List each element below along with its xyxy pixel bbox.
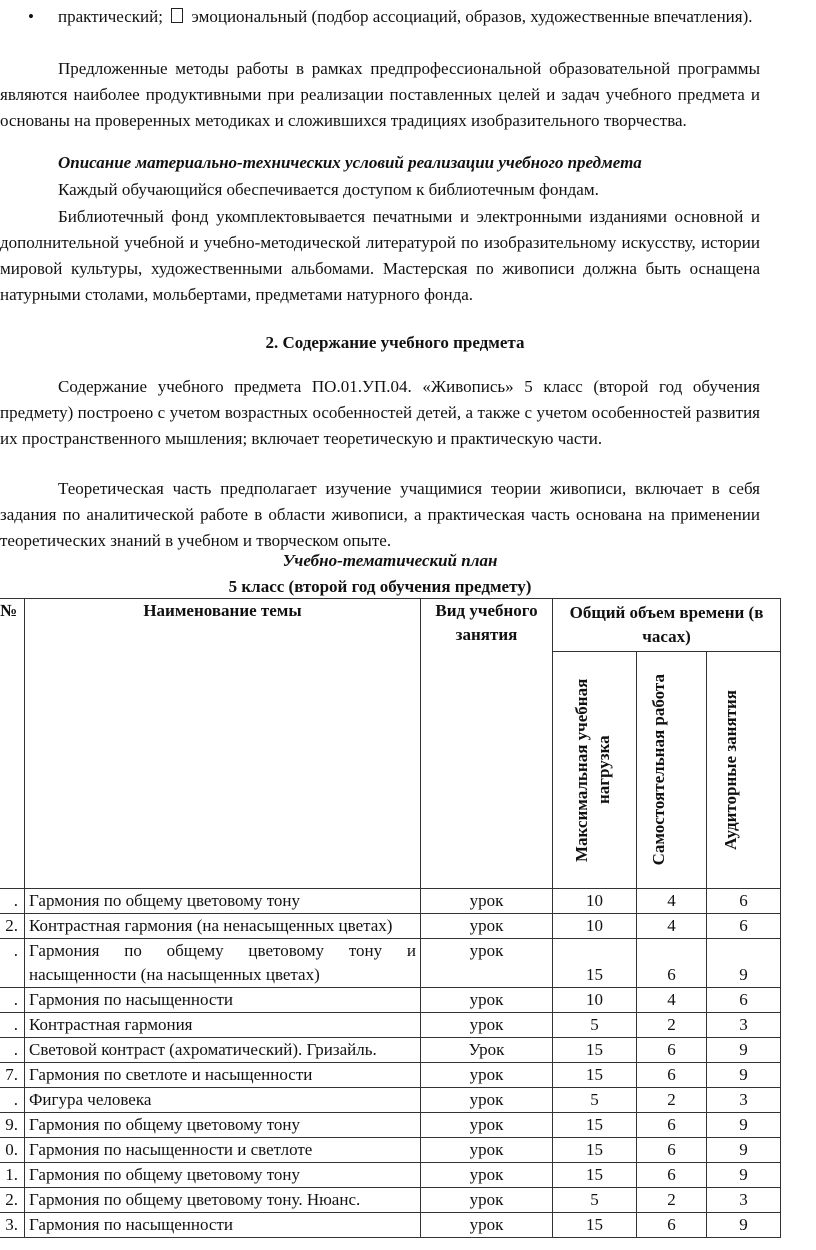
row-topic: Гармония по общему цветовому тону (25, 1163, 421, 1188)
thematic-plan-table (0, 598, 781, 1238)
content-paragraph: Содержание учебного предмета ПО.01.УП.04. «Живопись» 5 класс (второй год обучения предмету) построено с учетом возрастных особенностей детей, а также с учетом особенностей развития их пространственного мышления; включает теоретическую и практическую части. (0, 377, 760, 448)
bullet-dot: • (28, 7, 34, 26)
row-type: урок (421, 1213, 553, 1238)
row-max-load: 15 (553, 1038, 637, 1063)
header-self: Самостоятельная работа (648, 674, 668, 866)
row-number: . (0, 1088, 25, 1113)
bullet-text-part2: эмоциональный (подбор ассоциаций, образов, художественные впечатления). (191, 7, 753, 26)
row-number: 3. (0, 1213, 25, 1238)
row-class-hours: 9 (707, 1038, 781, 1063)
table-row (0, 1013, 781, 1038)
table-row (0, 1113, 781, 1138)
row-class-hours: 9 (707, 1213, 781, 1238)
row-topic: Гармония по общему цветовому тону. Нюанс. (25, 1188, 421, 1213)
row-self-work: 2 (637, 1088, 707, 1113)
table-row (0, 1038, 781, 1063)
row-max-load: 15 (553, 1063, 637, 1088)
row-max-load: 15 (553, 1163, 637, 1188)
row-number: . (0, 939, 25, 988)
row-topic: Световой контраст (ахроматический). Гризайль. (25, 1038, 421, 1063)
row-type: урок (421, 1113, 553, 1138)
row-number: 9. (0, 1113, 25, 1138)
row-type: урок (421, 1163, 553, 1188)
row-class-hours: 9 (707, 939, 781, 988)
row-topic: Контрастная гармония (25, 1013, 421, 1038)
row-self-work: 6 (637, 1113, 707, 1138)
row-class-hours: 6 (707, 889, 781, 914)
methods-paragraph: Предложенные методы работы в рамках предпрофессиональной образовательной программы являются наиболее продуктивными при реализации поставленных целей и задач учебного предмета и основаны на проверенных методиках и сложившихся традициях изобразительного творчества. (0, 59, 760, 130)
table-row (0, 1188, 781, 1213)
row-type: урок (421, 1013, 553, 1038)
row-self-work: 2 (637, 1013, 707, 1038)
header-topic: Наименование темы (25, 599, 421, 889)
row-max-load: 10 (553, 889, 637, 914)
row-max-load: 10 (553, 988, 637, 1013)
table-body (0, 889, 781, 1238)
plan-title: Учебно-тематический план (282, 551, 498, 570)
header-self-cell (637, 652, 707, 889)
row-topic: Гармония по светлоте и насыщенности (25, 1063, 421, 1088)
header-number: № (0, 599, 25, 889)
row-self-work: 4 (637, 889, 707, 914)
row-topic: Контрастная гармония (на ненасыщенных цветах) (25, 914, 421, 939)
row-max-load: 15 (553, 1113, 637, 1138)
row-topic: Гармония по насыщенности и светлоте (25, 1138, 421, 1163)
row-topic: Гармония по общему цветовому тону (25, 889, 421, 914)
row-class-hours: 9 (707, 1163, 781, 1188)
header-class-cell (707, 652, 781, 889)
row-type: Урок (421, 1038, 553, 1063)
plan-subtitle: 5 класс (второй год обучения предмету) (228, 577, 532, 596)
library-access-paragraph: Каждый обучающийся обеспечивается доступом к библиотечным фондам. (58, 180, 599, 199)
row-type: урок (421, 1188, 553, 1213)
header-max: Максимальная учебная нагрузка (571, 678, 613, 862)
table-row (0, 914, 781, 939)
row-self-work: 6 (637, 1163, 707, 1188)
table-row (0, 1063, 781, 1088)
row-topic: Фигура человека (25, 1088, 421, 1113)
theory-paragraph: Теоретическая часть предполагает изучение учащимися теории живописи, включает в себя задания по аналитической работе в области живописи, а практическая часть основана на применении теоретических знаний в учебном и творческом опыте. (0, 479, 760, 550)
bullet-text-part1: практический; (58, 7, 163, 26)
row-type: урок (421, 889, 553, 914)
table-row (0, 1213, 781, 1238)
table-row (0, 1163, 781, 1188)
row-self-work: 6 (637, 1213, 707, 1238)
row-number: 0. (0, 1138, 25, 1163)
row-max-load: 10 (553, 914, 637, 939)
row-self-work: 4 (637, 914, 707, 939)
row-class-hours: 9 (707, 1063, 781, 1088)
header-class: Аудиторные занятия (720, 690, 740, 850)
table-row (0, 889, 781, 914)
row-number: 2. (0, 914, 25, 939)
row-number: . (0, 889, 25, 914)
row-class-hours: 3 (707, 1013, 781, 1038)
row-number: 1. (0, 1163, 25, 1188)
material-heading: Описание материально-технических условий реализации учебного предмета (58, 153, 642, 172)
section-heading: 2. Содержание учебного предмета (265, 333, 525, 352)
row-type: урок (421, 1088, 553, 1113)
bullet-item (28, 4, 768, 30)
row-max-load: 15 (553, 1213, 637, 1238)
missing-glyph-icon (171, 8, 183, 23)
header-type: Вид учебного занятия (421, 599, 553, 889)
row-self-work: 6 (637, 1138, 707, 1163)
row-max-load: 15 (553, 1138, 637, 1163)
table-row (0, 1088, 781, 1113)
row-class-hours: 9 (707, 1113, 781, 1138)
row-self-work: 6 (637, 1063, 707, 1088)
row-class-hours: 3 (707, 1188, 781, 1213)
row-class-hours: 6 (707, 988, 781, 1013)
row-type: урок (421, 1063, 553, 1088)
row-type: урок (421, 939, 553, 988)
row-class-hours: 6 (707, 914, 781, 939)
row-max-load: 5 (553, 1088, 637, 1113)
row-number: 7. (0, 1063, 25, 1088)
row-self-work: 6 (637, 1038, 707, 1063)
row-type: урок (421, 914, 553, 939)
row-max-load: 15 (553, 939, 637, 988)
table-row (0, 939, 781, 988)
table-row (0, 1138, 781, 1163)
header-total: Общий объем времени (в часах) (553, 599, 781, 652)
row-topic: Гармония по общему цветовому тону (25, 1113, 421, 1138)
library-fund-paragraph: Библиотечный фонд укомплектовывается печатными и электронными изданиями основной и дополнительной учебной и учебно-методической литературой по изобразительному искусству, истории мировой культуры, художественными альбомами. Мастерская по живописи должна быть оснащена натурными столами, мольбертами, предметами натурного фонда. (0, 207, 760, 304)
row-number: . (0, 988, 25, 1013)
row-class-hours: 9 (707, 1138, 781, 1163)
row-max-load: 5 (553, 1188, 637, 1213)
row-topic: Гармония по насыщенности (25, 988, 421, 1013)
row-topic: Гармония по общему цветовому тону и насыщенности (на насыщенных цветах) (25, 939, 421, 988)
header-max-cell (553, 652, 637, 889)
row-topic: Гармония по насыщенности (25, 1213, 421, 1238)
row-number: . (0, 1013, 25, 1038)
row-type: урок (421, 1138, 553, 1163)
row-number: 2. (0, 1188, 25, 1213)
row-number: . (0, 1038, 25, 1063)
row-class-hours: 3 (707, 1088, 781, 1113)
table-row (0, 988, 781, 1013)
row-self-work: 2 (637, 1188, 707, 1213)
row-self-work: 4 (637, 988, 707, 1013)
row-self-work: 6 (637, 939, 707, 988)
row-type: урок (421, 988, 553, 1013)
row-max-load: 5 (553, 1013, 637, 1038)
